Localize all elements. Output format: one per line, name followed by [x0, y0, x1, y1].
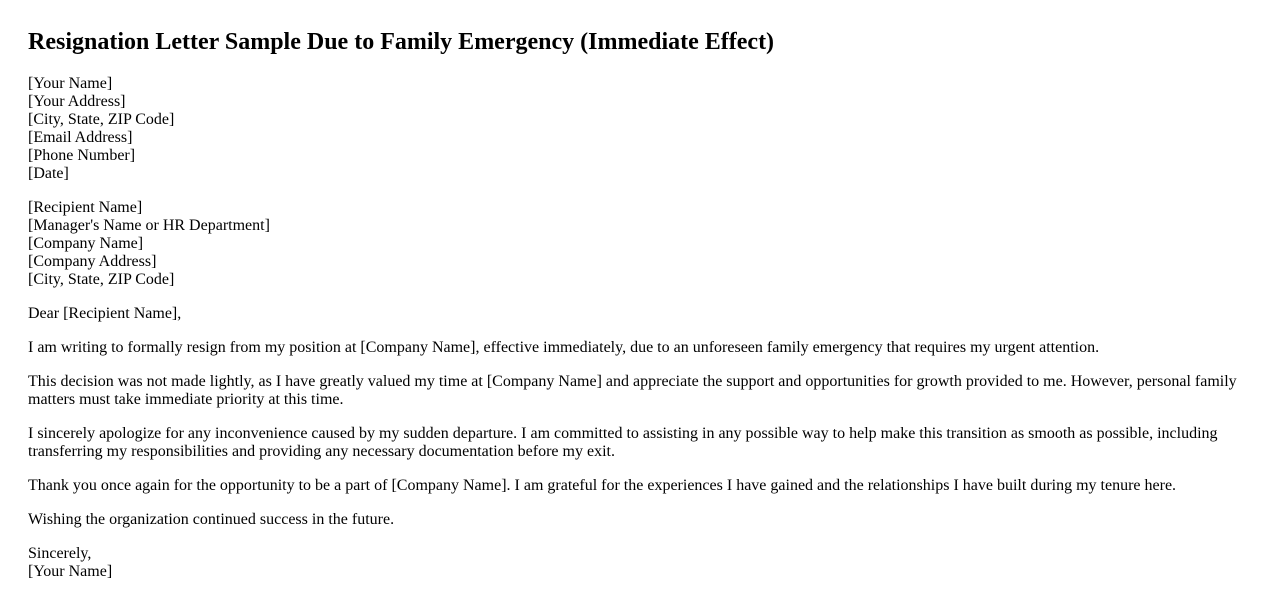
body-paragraph: Thank you once again for the opportunity to be a part of [Company Name]. I am grateful for the experiences I have gained and the relationships I have built during my tenure here. [28, 477, 1177, 494]
body-paragraph: I am writing to formally resign from my position at [Company Name], effective immediately, due to an unforeseen family emergency that requires my urgent attention. [28, 339, 1100, 356]
body-paragraph: Wishing the organization continued success in the future. [28, 511, 395, 528]
recipient-city-state-zip: [City, State, ZIP Code] [28, 271, 175, 288]
signature-block [28, 545, 1250, 581]
salutation: Dear [Recipient Name], [28, 305, 182, 322]
page-title: Resignation Letter Sample Due to Family Emergency (Immediate Effect) [28, 29, 775, 55]
recipient-company-address: [Company Address] [28, 253, 157, 270]
sender-email: [Email Address] [28, 129, 133, 146]
body-paragraph: I sincerely apologize for any inconvenience caused by my sudden departure. I am committed to assisting in any possible way to help make this transition as smooth as possible, including transferring my responsibilities and providing any necessary documentation before my exit. [28, 425, 1218, 460]
sender-phone: [Phone Number] [28, 147, 136, 164]
sender-name: [Your Name] [28, 75, 113, 92]
sender-city-state-zip: [City, State, ZIP Code] [28, 111, 175, 128]
signature-name: [Your Name] [28, 563, 113, 580]
closing: Sincerely, [28, 545, 92, 562]
recipient-company: [Company Name] [28, 235, 144, 252]
body-paragraph: This decision was not made lightly, as I have greatly valued my time at [Company Name] and appreciate the support and opportunities for growth provided to me. However, personal family matters must take immediate priority at this time. [28, 373, 1237, 408]
recipient-address-block [28, 199, 1250, 289]
recipient-manager: [Manager's Name or HR Department] [28, 217, 270, 234]
recipient-name: [Recipient Name] [28, 199, 143, 216]
sender-address: [Your Address] [28, 93, 126, 110]
letter-date: [Date] [28, 165, 69, 182]
sender-address-block [28, 75, 1250, 183]
